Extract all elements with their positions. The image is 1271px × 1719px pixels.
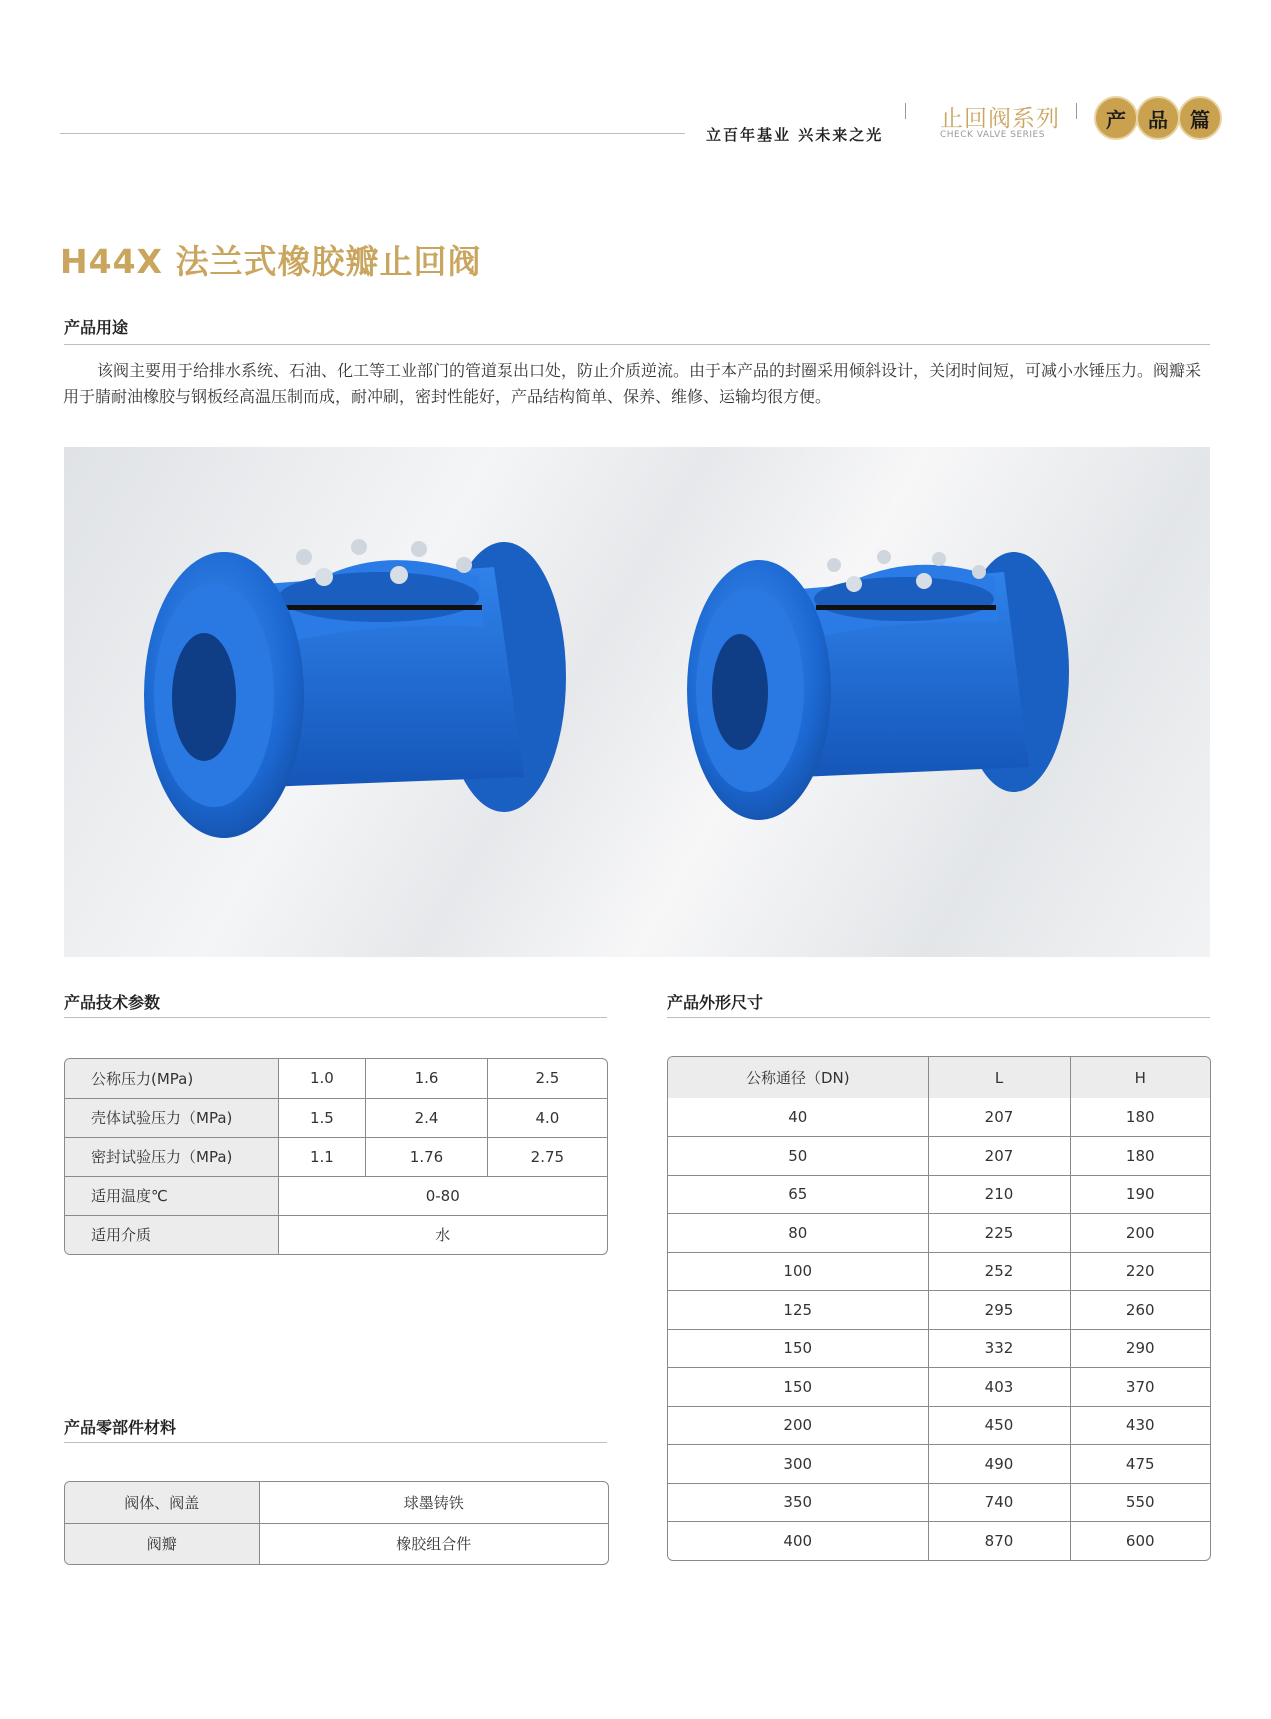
cell: 1.5 [278, 1098, 366, 1137]
valve-right [687, 550, 1069, 820]
tech-divider [64, 1017, 607, 1018]
cell: 50 [668, 1137, 928, 1176]
cell: 2.4 [366, 1098, 487, 1137]
badge-char: 篇 [1178, 96, 1222, 140]
cell: 65 [668, 1175, 928, 1214]
cell: 2.5 [487, 1059, 607, 1098]
badge-char: 品 [1136, 96, 1180, 140]
row-label: 适用温度℃ [65, 1176, 278, 1215]
cell: 260 [1070, 1291, 1210, 1330]
cell: 190 [1070, 1175, 1210, 1214]
cell: 740 [928, 1483, 1070, 1522]
cell: 475 [1070, 1445, 1210, 1484]
materials-table [64, 1481, 609, 1565]
dims-heading: 产品外形尺寸 [667, 993, 764, 1012]
table-row [668, 1252, 1210, 1291]
table-row [65, 1215, 607, 1254]
col-header: 公称通径（DN) [668, 1057, 928, 1098]
cell: 295 [928, 1291, 1070, 1330]
table-row [668, 1291, 1210, 1330]
header-separator [1076, 103, 1077, 119]
cell: 430 [1070, 1406, 1210, 1445]
usage-heading: 产品用途 [64, 318, 129, 337]
dims-table [667, 1056, 1211, 1561]
table-row [668, 1522, 1210, 1561]
cell: 403 [928, 1368, 1070, 1407]
cell: 207 [928, 1098, 1070, 1137]
cell: 600 [1125, 1532, 1155, 1550]
part-name: 阀瓣 [65, 1523, 259, 1564]
table-row [65, 1137, 607, 1176]
table-row [65, 1482, 608, 1523]
tech-heading: 产品技术参数 [64, 993, 161, 1012]
row-label: 适用介质 [65, 1215, 278, 1254]
cell: 150 [668, 1368, 928, 1407]
cell: 290 [1070, 1329, 1210, 1368]
cell: 0-80 [278, 1176, 607, 1215]
table-row [668, 1445, 1210, 1484]
table-row [65, 1176, 607, 1215]
materials-divider [64, 1442, 607, 1443]
table-row [668, 1368, 1210, 1407]
cell: 490 [928, 1445, 1070, 1484]
cell: 180 [1070, 1098, 1210, 1137]
usage-description: 该阀主要用于给排水系统、石油、化工等工业部门的管道泵出口处，防止介质逆流。由于本产品的封圈采用倾斜设计，关闭时间短，可减小水锤压力。阀瓣采用于腈耐油橡胶与钢板经高温压制而成，耐冲刷，密封性能好，产品结构简单、保养、维修、运输均很方便。 [63, 361, 1202, 406]
col-header: H [1070, 1057, 1210, 1098]
page-title: H44X 法兰式橡胶瓣止回阀 [60, 242, 482, 281]
badge-char: 产 [1094, 96, 1138, 140]
cell: 1.6 [366, 1059, 487, 1098]
table-header-row [668, 1057, 1210, 1098]
cell: 100 [668, 1252, 928, 1291]
valve-left [144, 539, 566, 838]
cell: 水 [435, 1226, 451, 1245]
cell: 1.0 [278, 1059, 366, 1098]
table-row [65, 1059, 607, 1098]
tech-table [64, 1058, 608, 1255]
cell: 550 [1070, 1483, 1210, 1522]
cell: 870 [928, 1522, 1070, 1561]
materials-heading: 产品零部件材料 [64, 1418, 177, 1437]
row-label: 密封试验压力（MPa) [65, 1137, 278, 1176]
cell: 252 [928, 1252, 1070, 1291]
cell: 4.0 [487, 1098, 607, 1137]
cell: 225 [928, 1214, 1070, 1253]
cell: 80 [668, 1214, 928, 1253]
dims-divider [667, 1017, 1210, 1018]
cell: 125 [668, 1291, 928, 1330]
table-row [65, 1523, 608, 1564]
series-subtitle: CHECK VALVE SERIES [940, 130, 1045, 140]
usage-divider [64, 344, 1210, 345]
product-photo [64, 447, 1210, 957]
cell: 220 [1070, 1252, 1210, 1291]
row-label: 壳体试验压力（MPa) [65, 1098, 278, 1137]
cell: 207 [928, 1137, 1070, 1176]
part-material: 橡胶组合件 [396, 1535, 472, 1554]
section-badges [1094, 96, 1220, 140]
cell: 1.76 [366, 1137, 487, 1176]
header-divider [60, 133, 685, 134]
table-row [668, 1483, 1210, 1522]
table-row [668, 1406, 1210, 1445]
table-row [668, 1214, 1210, 1253]
table-row [65, 1098, 607, 1137]
part-material: 球墨铸铁 [259, 1482, 608, 1523]
table-row [668, 1175, 1210, 1214]
cell: 210 [928, 1175, 1070, 1214]
cell: 400 [668, 1522, 928, 1561]
cell: 200 [1070, 1214, 1210, 1253]
col-header: L [928, 1057, 1070, 1098]
cell: 1.1 [278, 1137, 366, 1176]
table-row [668, 1329, 1210, 1368]
cell: 40 [668, 1098, 928, 1137]
cell: 332 [928, 1329, 1070, 1368]
cell: 2.75 [487, 1137, 607, 1176]
cell: 300 [668, 1445, 928, 1484]
table-row [668, 1137, 1210, 1176]
cell: 370 [1070, 1368, 1210, 1407]
slogan: 立百年基业 兴未来之光 [706, 126, 884, 144]
header-separator [905, 103, 906, 119]
series-title: 止回阀系列 [940, 106, 1060, 132]
part-name: 阀体、阀盖 [65, 1482, 259, 1523]
cell: 180 [1070, 1137, 1210, 1176]
cell: 150 [668, 1329, 928, 1368]
cell: 450 [928, 1406, 1070, 1445]
row-label: 公称压力(MPa) [65, 1059, 278, 1098]
table-row [668, 1098, 1210, 1137]
valve-illustration [64, 447, 1210, 957]
cell: 350 [668, 1483, 928, 1522]
cell: 200 [668, 1406, 928, 1445]
